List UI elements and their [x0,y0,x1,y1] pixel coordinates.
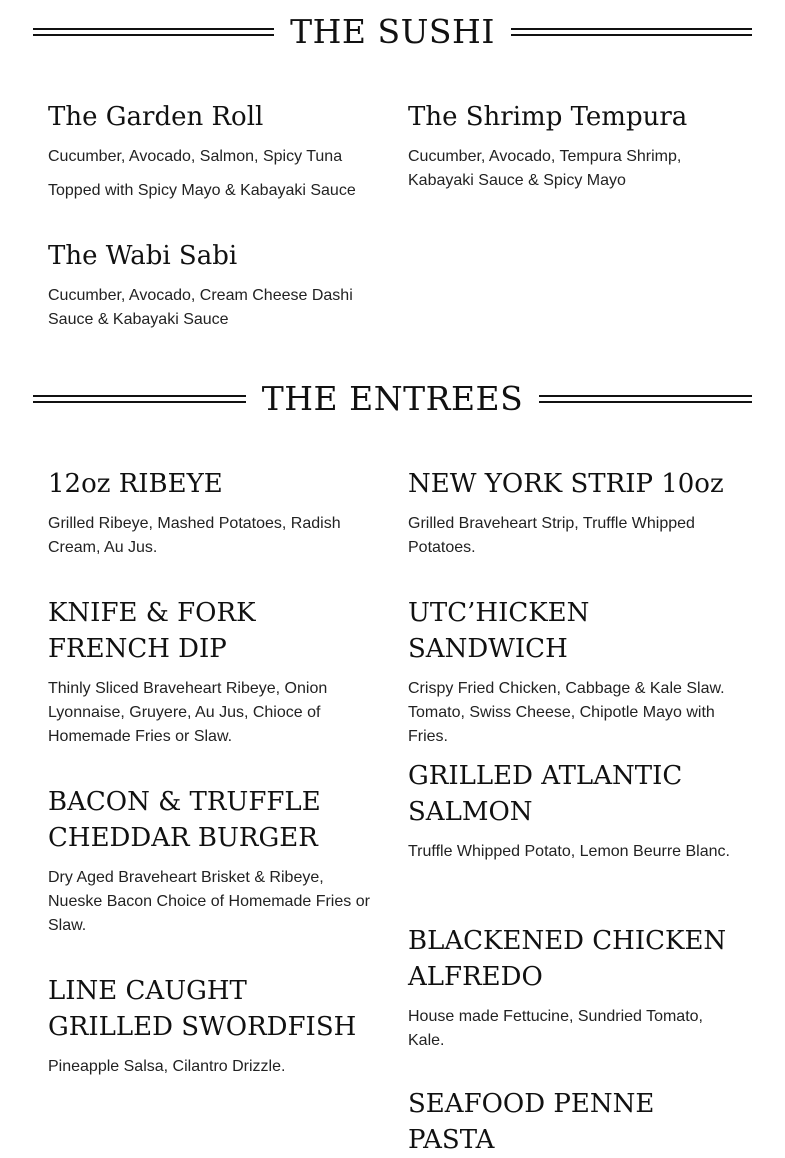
menu-item [408,99,738,193]
item-description: Cucumber, Avocado, Salmon, Spicy Tuna [48,148,343,165]
item-description: Cucumber, Avocado, Tempura Shrimp, Kabayaki Sauce & Spicy Mayo [408,148,682,189]
menu-item [408,758,738,864]
menu-item [48,238,378,332]
menu-item [408,466,738,560]
item-description: Thinly Sliced Braveheart Ribeye, Onion Lyonnaise, Gruyere, Au Jus, Chioce of Homemade Fries or Slaw. [48,680,328,745]
item-description: Crispy Fried Chicken, Cabbage & Kale Slaw. Tomato, Swiss Cheese, Chipotle Mayo with Fries. [408,680,725,745]
item-name: The Garden Roll [48,102,264,132]
item-name: SEAFOOD PENNE PASTA [408,1089,655,1155]
item-description: Truffle Whipped Potato, Lemon Beurre Blanc. [408,843,730,860]
item-name: BLACKENED CHICKEN ALFREDO [408,926,727,992]
item-description: Cucumber, Avocado, Cream Cheese Dashi Sauce & Kabayaki Sauce [48,287,353,328]
sushi-section-heading [33,12,752,52]
item-name: The Shrimp Tempura [408,102,688,132]
menu-item [48,595,378,749]
item-description: Dry Aged Braveheart Brisket & Ribeye, Nueske Bacon Choice of Homemade Fries or Slaw. [48,869,370,934]
menu-item [408,1086,738,1158]
menu-item [408,595,738,749]
item-description-2: Topped with Spicy Mayo & Kabayaki Sauce [48,182,356,199]
item-name: The Wabi Sabi [48,241,238,271]
item-name: NEW YORK STRIP 10oz [408,469,724,499]
item-description: Pineapple Salsa, Cilantro Drizzle. [48,1058,286,1075]
menu-item [48,784,378,938]
item-name: GRILLED ATLANTIC SALMON [408,761,683,827]
item-name: 12oz RIBEYE [48,469,223,499]
item-name: LINE CAUGHT GRILLED SWORDFISH [48,976,357,1042]
menu-item [48,973,378,1079]
entrees-title: THE ENTREES [33,379,752,419]
sushi-title: THE SUSHI [33,12,752,52]
item-description: Grilled Braveheart Strip, Truffle Whipped Potatoes. [408,515,695,556]
item-name: UTC’HICKEN SANDWICH [408,598,590,664]
item-name: KNIFE & FORK FRENCH DIP [48,598,256,664]
menu-item [408,923,738,1053]
item-description: House made Fettucine, Sundried Tomato, Kale. [408,1008,703,1049]
item-description: Grilled Ribeye, Mashed Potatoes, Radish Cream, Au Jus. [48,515,341,556]
menu-item [48,99,378,203]
entrees-section-heading [33,379,752,419]
menu-item [48,466,378,560]
item-name: BACON & TRUFFLE CHEDDAR BURGER [48,787,321,853]
